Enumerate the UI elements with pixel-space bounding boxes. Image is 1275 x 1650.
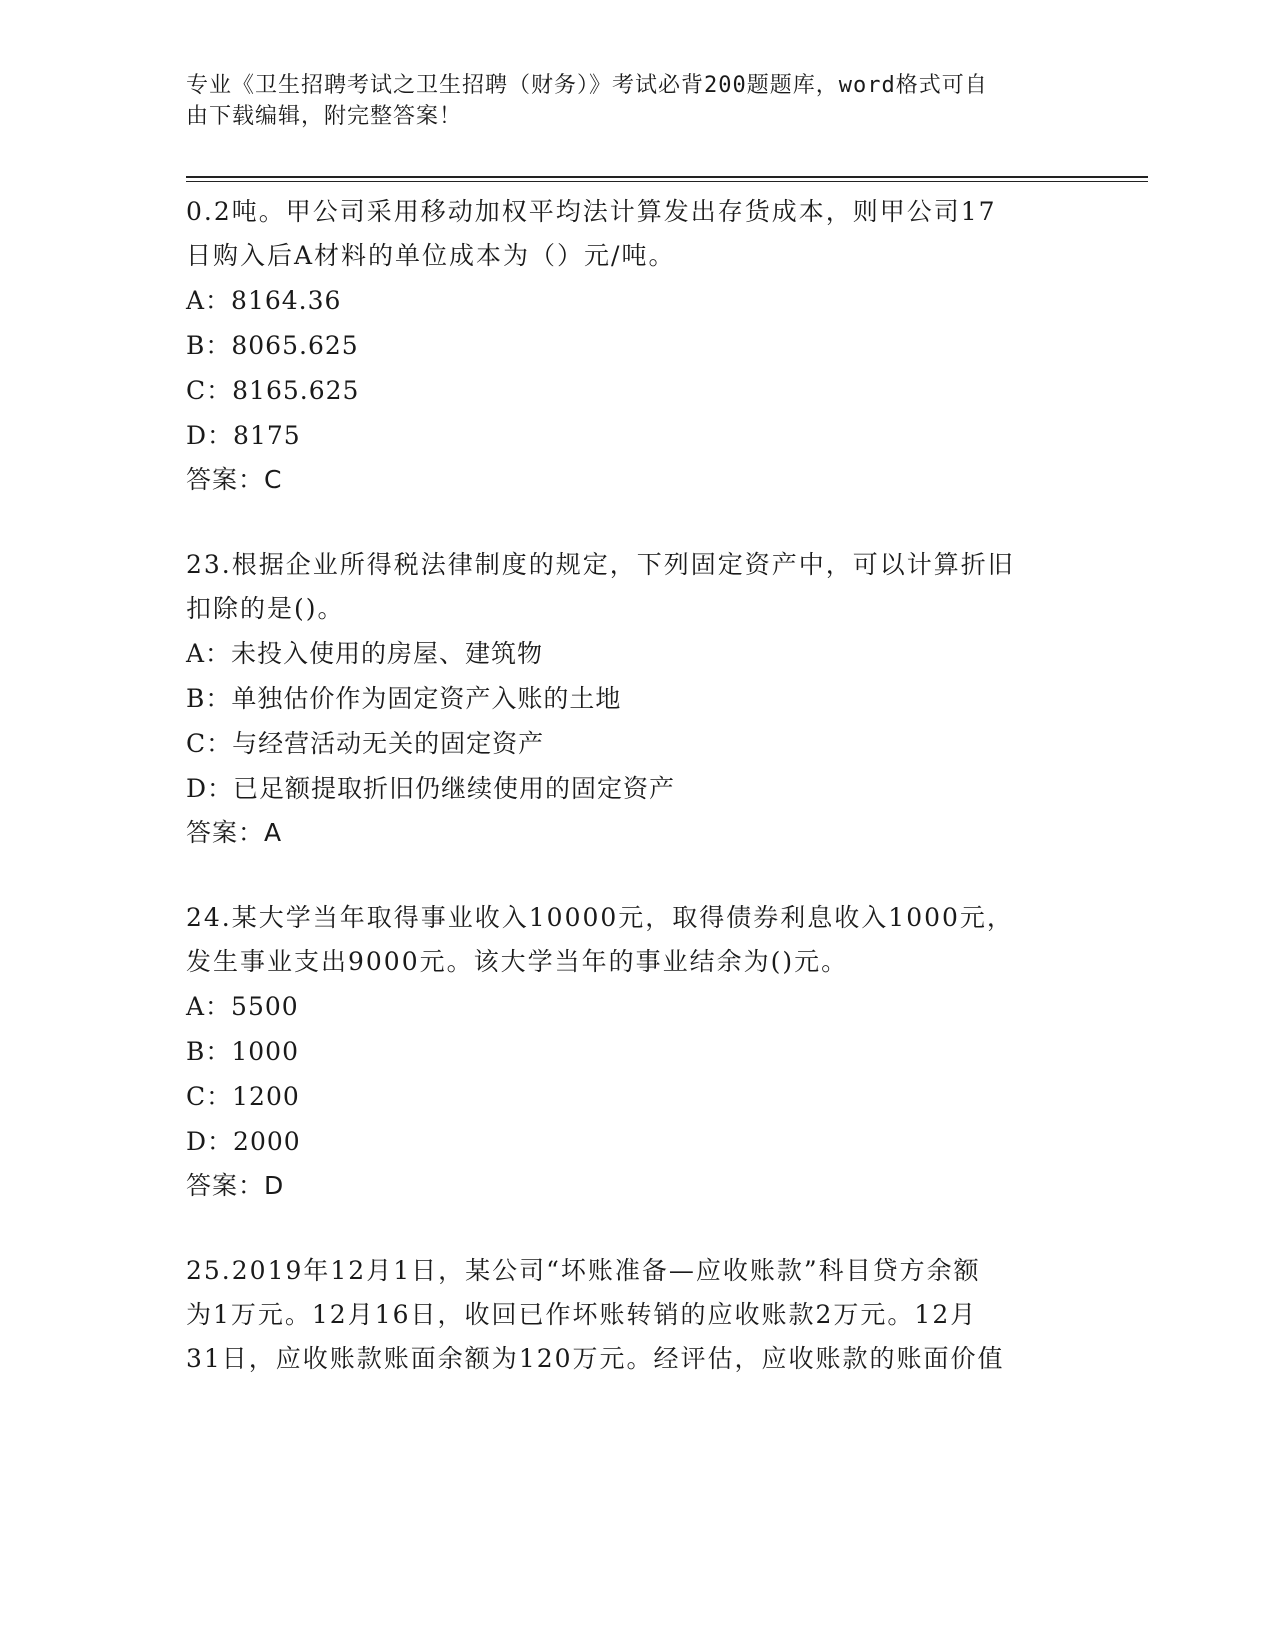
question-stem [186, 543, 1066, 631]
stem-line: 扣除的是()。 [186, 594, 345, 623]
question-block [186, 190, 1086, 502]
question-spacer [186, 855, 1086, 896]
question-list [186, 190, 1086, 1381]
document-header [186, 70, 1066, 132]
answer-line: 答案：D [186, 1171, 285, 1200]
stem-line: 23.根据企业所得税法律制度的规定，下列固定资产中，可以计算折旧 [186, 550, 1015, 579]
option-a: A：8164.36 [186, 286, 342, 315]
header-divider-thick [186, 176, 1148, 178]
option-a: A：未投入使用的房屋、建筑物 [186, 639, 544, 668]
stem-line: 0.2吨。甲公司采用移动加权平均法计算发出存货成本，则甲公司17 [186, 197, 997, 226]
option-d: D：8175 [186, 421, 301, 450]
option-c: C：8165.625 [186, 376, 360, 405]
stem-line: 发生事业支出9000元。该大学当年的事业结余为()元。 [186, 947, 849, 976]
header-divider-thin [186, 181, 1148, 182]
option-d: D：2000 [186, 1127, 301, 1156]
option-b: B：8065.625 [186, 331, 359, 360]
stem-line: 25.2019年12月1日，某公司“坏账准备—应收账款”科目贷方余额 [186, 1256, 981, 1285]
stem-line: 24.某大学当年取得事业收入10000元，取得债券利息收入1000元， [186, 903, 1014, 932]
question-spacer [186, 502, 1086, 543]
option-b: B：1000 [186, 1037, 299, 1066]
option-a: A：5500 [186, 992, 299, 1021]
question-block [186, 1249, 1086, 1381]
header-line-1: 专业《卫生招聘考试之卫生招聘（财务）》考试必背200题题库，word格式可自 [186, 73, 988, 98]
option-b: B：单独估价作为固定资产入账的土地 [186, 684, 622, 713]
answer-line: 答案：A [186, 818, 283, 847]
stem-line: 为1万元。12月16日，收回已作坏账转销的应收账款2万元。12月 [186, 1300, 978, 1329]
option-c: C：与经营活动无关的固定资产 [186, 729, 545, 758]
option-d: D：已足额提取折旧仍继续使用的固定资产 [186, 774, 676, 803]
stem-line: 31日，应收账款账面余额为120万元。经评估，应收账款的账面价值 [186, 1344, 1005, 1373]
question-block [186, 896, 1086, 1208]
question-stem [186, 1249, 1066, 1381]
question-spacer [186, 1208, 1086, 1249]
question-stem [186, 190, 1066, 278]
header-line-2: 由下载编辑，附完整答案！ [186, 104, 463, 129]
answer-line: 答案：C [186, 465, 283, 494]
question-stem [186, 896, 1066, 984]
option-c: C：1200 [186, 1082, 300, 1111]
stem-line: 日购入后A材料的单位成本为（）元/吨。 [186, 241, 676, 270]
question-block [186, 543, 1086, 855]
